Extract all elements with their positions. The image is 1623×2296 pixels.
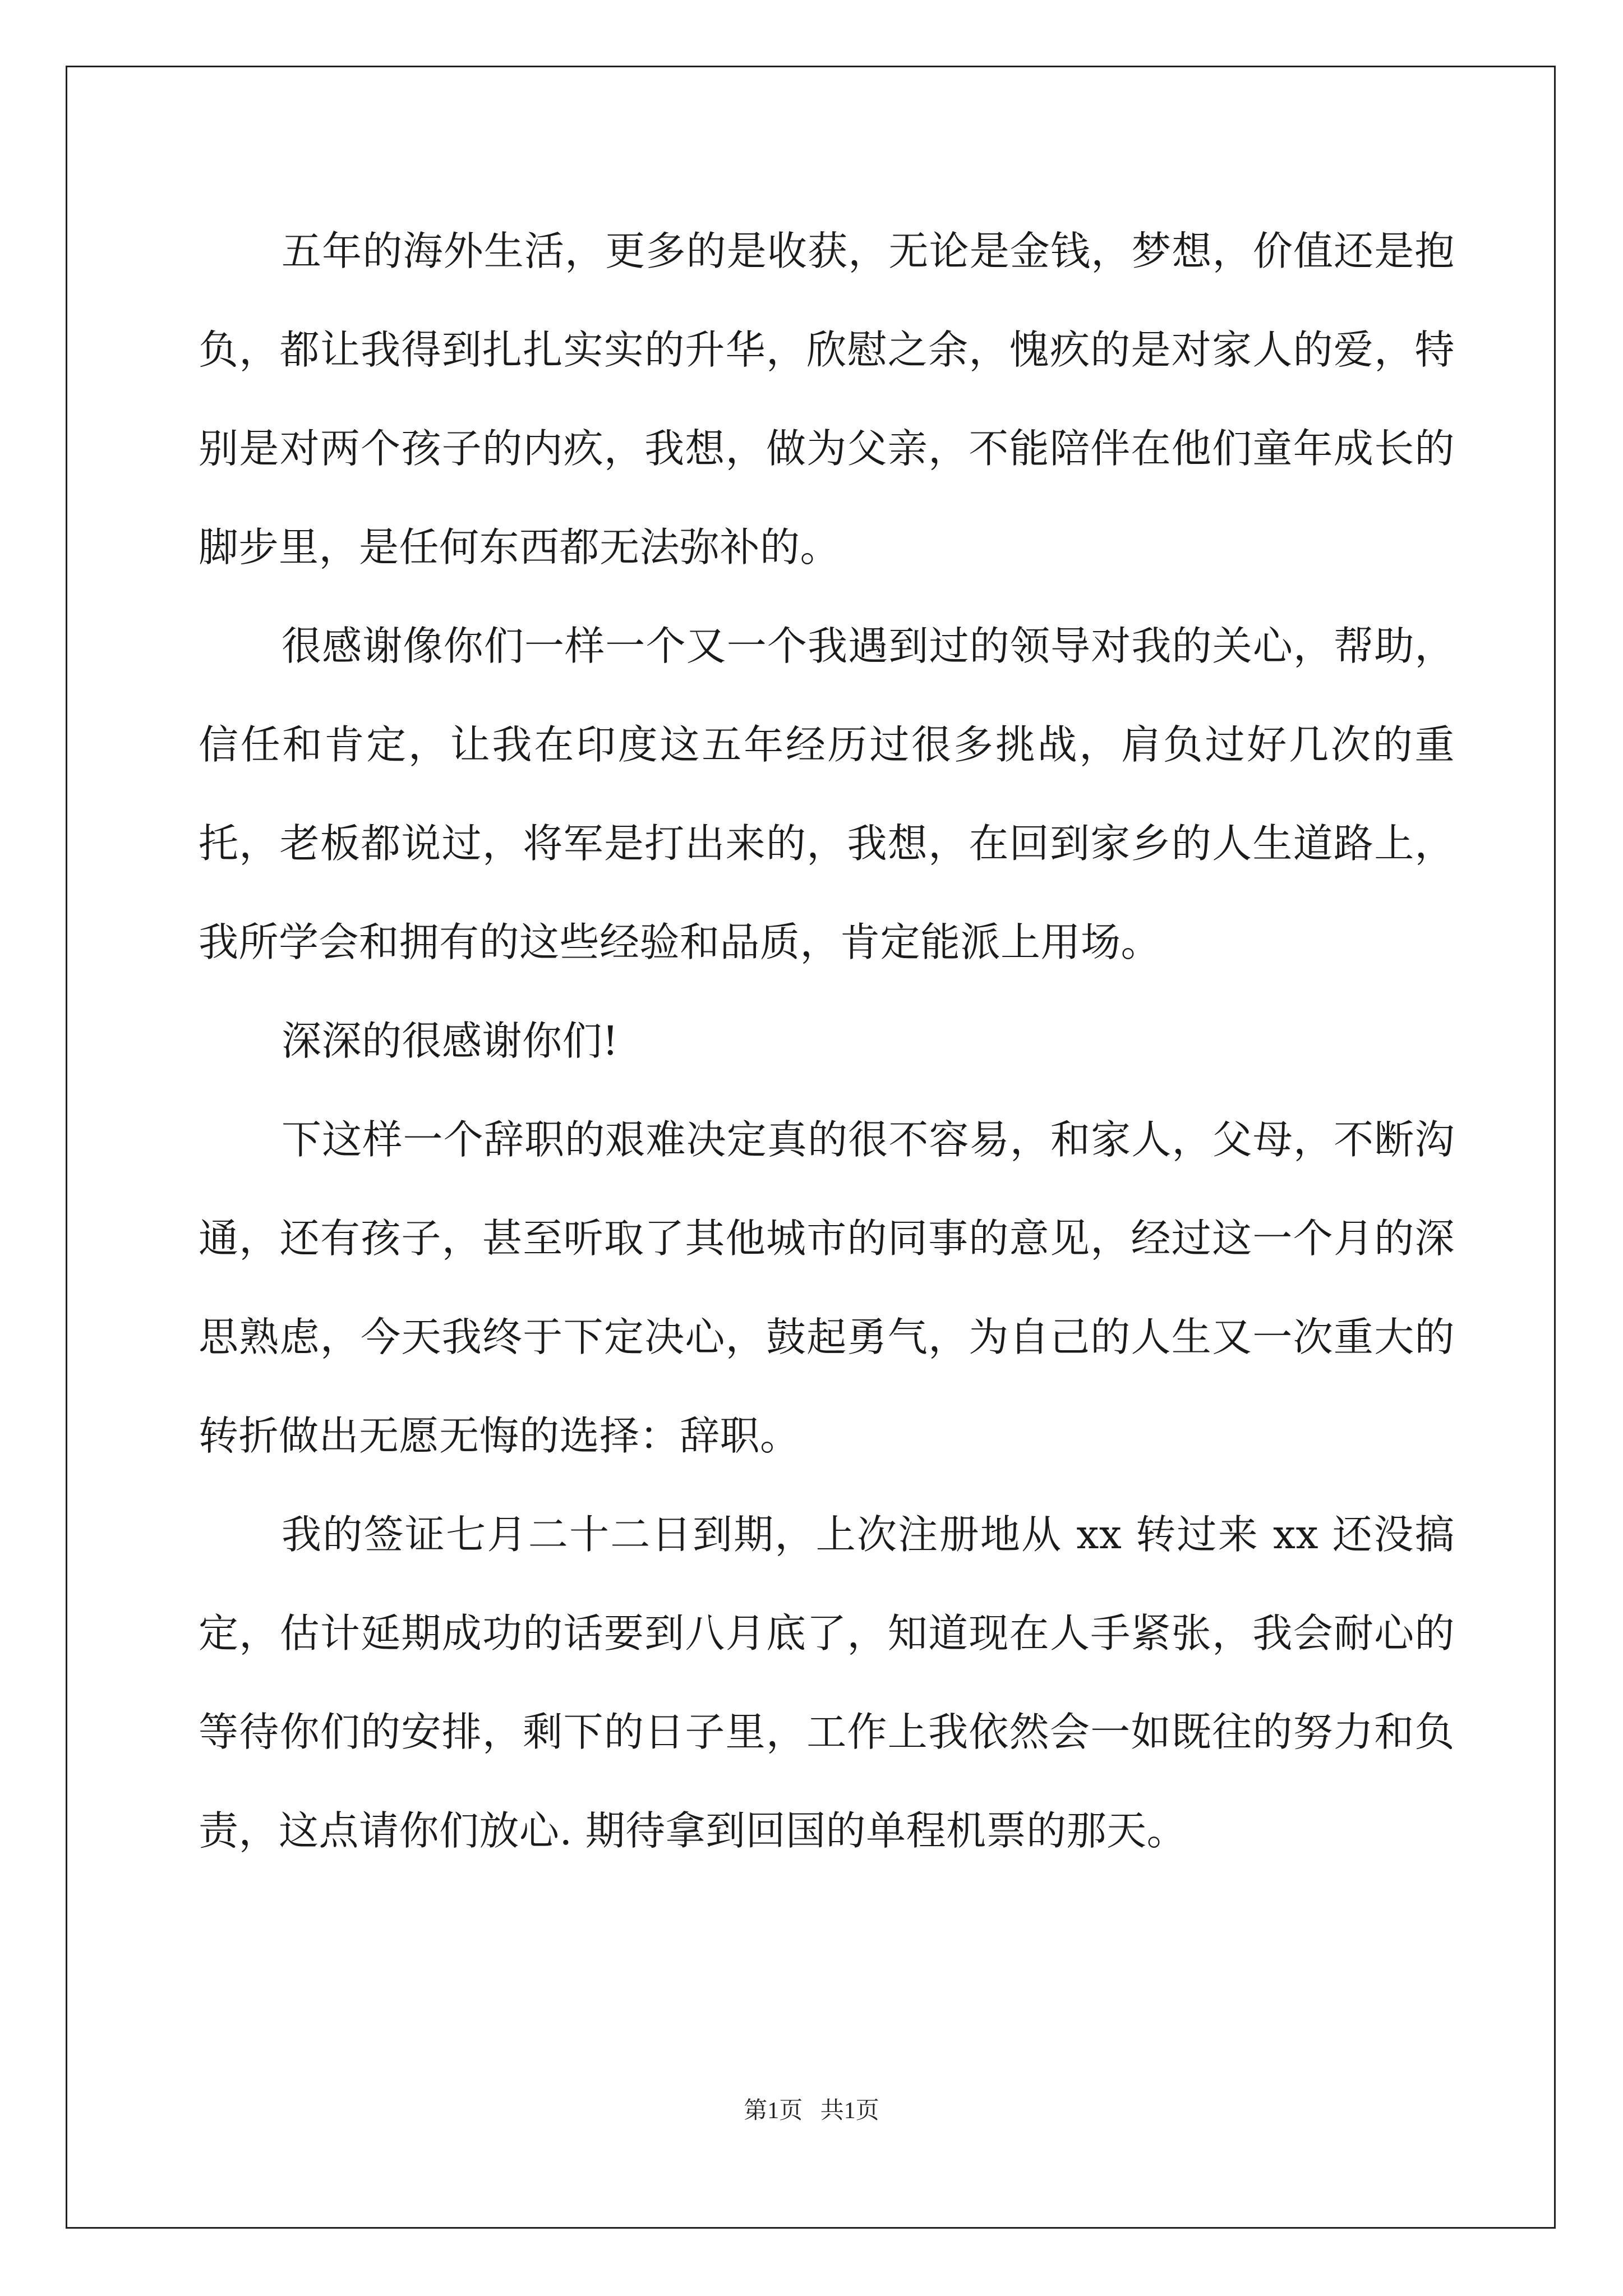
paragraph-2: 很感谢像你们一样一个又一个我遇到过的领导对我的关心，帮助，信任和肯定，让我在印度这五年经历过很多挑战，肩负过好几次的重托，老板都说过，将军是打出来的，我想，在回到家乡的人生道路上，我所学会和拥有的这些经验和品质，肯定能派上用场。 [199,623,1455,965]
page-footer [0,2094,1623,2128]
page-number: 第1页 [744,2098,803,2124]
page-total: 共1页 [820,2098,879,2124]
footer-spacer [803,2098,820,2124]
paragraph-4: 下这样一个辞职的艰难决定真的很不容易，和家人，父母，不断沟通，还有孩子，甚至听取了其他城市的同事的意见，经过这一个月的深思熟虑，今天我终于下定决心，鼓起勇气，为自己的人生又一次重大的转折做出无愿无悔的选择：辞职。 [199,1116,1455,1459]
document-body [199,202,1455,1880]
paragraph-5: 我的签证七月二十二日到期，上次注册地从 xx 转过来 xx 还没搞定，估计延期成功的话要到八月底了，知道现在人手紧张，我会耐心的等待你们的安排，剩下的日子里，工作上我依然会一如既往的努力和负责，这点请你们放心. 期待拿到回国的单程机票的那天。 [199,1511,1455,1854]
paragraph-1: 五年的海外生活，更多的是收获，无论是金钱，梦想，价值还是抱负，都让我得到扎扎实实的升华，欣慰之余，愧疚的是对家人的爱，特别是对两个孩子的内疚，我想，做为父亲，不能陪伴在他们童年成长的脚步里，是任何东西都无法弥补的。 [199,228,1455,570]
paragraph-3: 深深的很感谢你们! [282,1018,619,1064]
